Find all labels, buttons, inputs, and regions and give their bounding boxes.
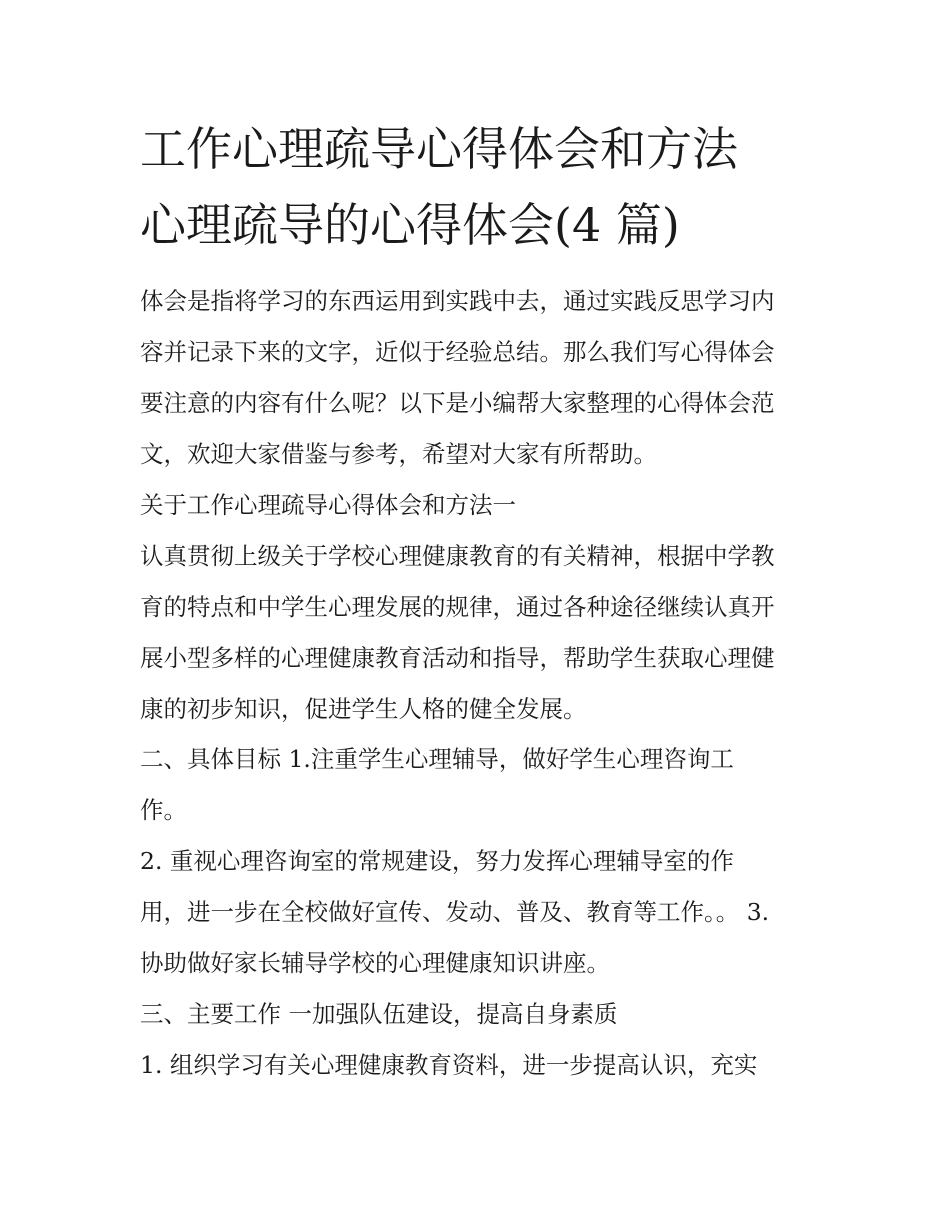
paragraph-line: 育的特点和中学生心理发展的规律，通过各种途径继续认真开 [140, 593, 775, 621]
section-heading: 关于工作心理疏导心得体会和方法一 [140, 491, 516, 519]
paragraph-line: 二、具体目标 1.注重学生心理辅导，做好学生心理咨询工 [140, 745, 734, 773]
paragraph-line: 容并记录下来的文字，近似于经验总结。那么我们写心得体会 [140, 338, 775, 366]
paragraph-line: 认真贯彻上级关于学校心理健康教育的有关精神，根据中学教 [140, 542, 775, 570]
paragraph-line: 2. 重视心理咨询室的常规建设，努力发挥心理辅导室的作 [140, 847, 734, 875]
document-title-line-1: 工作心理疏导心得体会和方法 [140, 122, 738, 176]
paragraph-line: 协助做好家长辅导学校的心理健康知识讲座。 [140, 949, 610, 977]
paragraph-line: 展小型多样的心理健康教育活动和指导，帮助学生获取心理健 [140, 644, 775, 672]
paragraph-line: 1. 组织学习有关心理健康教育资料，进一步提高认识，充实 [140, 1051, 758, 1079]
paragraph-line: 用，进一步在全校做好宣传、发动、普及、教育等工作。。 3. [140, 898, 770, 926]
paragraph-line: 要注意的内容有什么呢？以下是小编帮大家整理的心得体会范 [140, 389, 775, 417]
paragraph-line: 体会是指将学习的东西运用到实践中去，通过实践反思学习内 [140, 287, 775, 315]
paragraph-line: 文，欢迎大家借鉴与参考，希望对大家有所帮助。 [140, 440, 657, 468]
paragraph-line: 三、主要工作 一加强队伍建设，提高自身素质 [140, 1000, 618, 1028]
paragraph-line: 作。 [140, 796, 187, 824]
document-title-line-2: 心理疏导的心得体会(4 篇) [140, 198, 680, 252]
paragraph-line: 康的初步知识，促进学生人格的健全发展。 [140, 695, 587, 723]
